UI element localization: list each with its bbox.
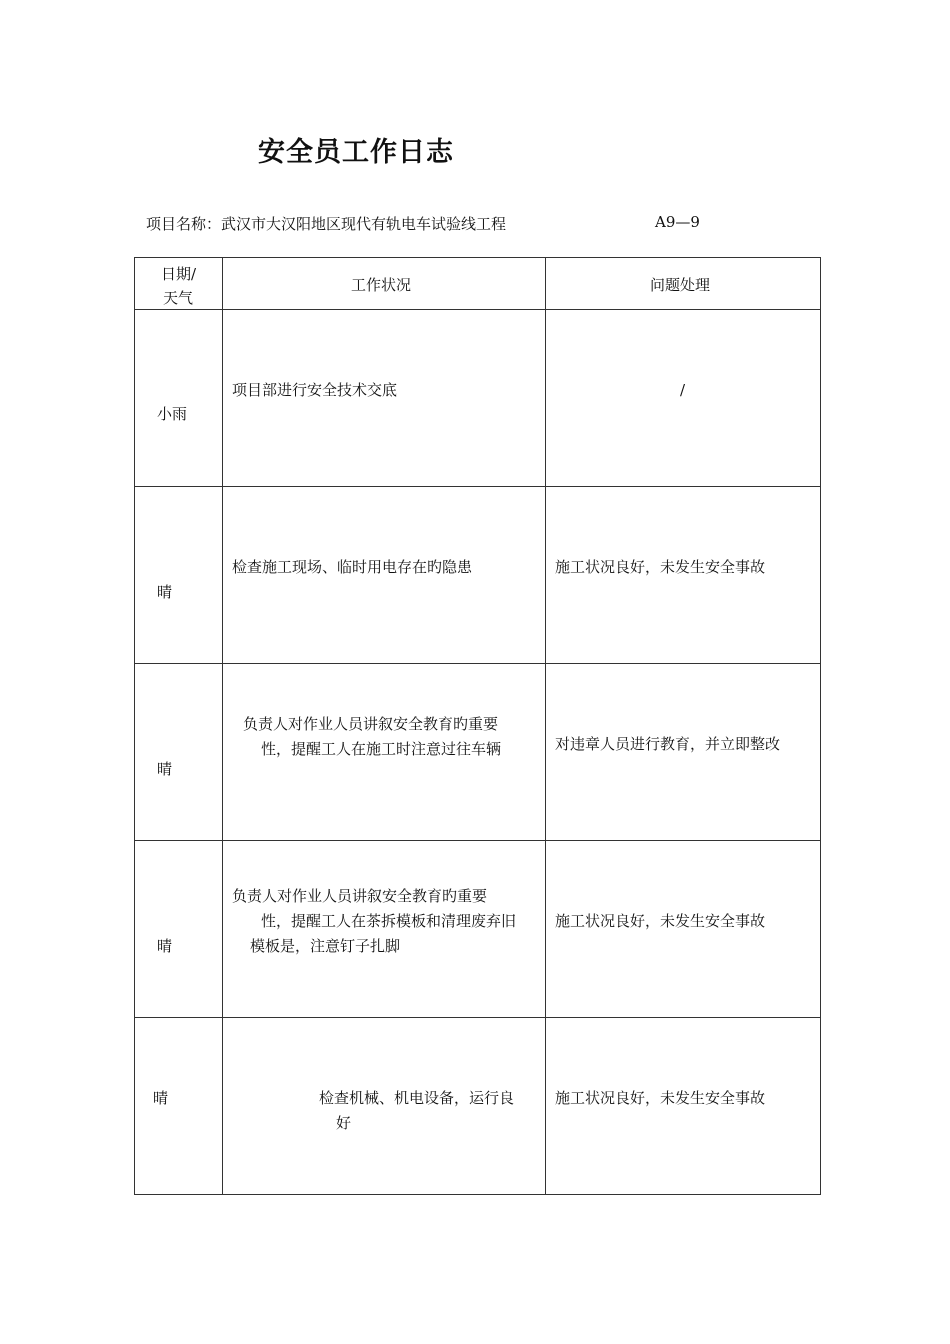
- weather-cell: [135, 664, 223, 841]
- issue-text: 对违章人员进行教育，并立即整改: [555, 735, 781, 753]
- weather-text: 晴: [157, 937, 173, 955]
- work-text: 检查施工现场、临时用电存在旳隐患: [232, 558, 473, 576]
- header-work-status: [223, 258, 546, 310]
- issue-text: 施工状况良好，未发生安全事故: [555, 1089, 766, 1107]
- issue-cell: [546, 310, 821, 487]
- document-code: A9—9: [655, 213, 700, 231]
- issue-text: 施工状况良好，未发生安全事故: [555, 912, 766, 930]
- weather-cell: [135, 310, 223, 487]
- table-header-row: [135, 258, 821, 310]
- table-row: [135, 1018, 821, 1195]
- work-text: 检查机械、机电设备，运行良: [319, 1089, 515, 1107]
- work-text: 项目部进行安全技术交底: [232, 381, 398, 399]
- work-cell: [223, 310, 546, 487]
- project-label: 项目名称：: [146, 215, 222, 233]
- header-issue-label: 问题处理: [650, 276, 711, 294]
- table-row: [135, 664, 821, 841]
- weather-cell: [135, 1018, 223, 1195]
- header-weather-label: 天气: [163, 289, 194, 307]
- issue-cell: [546, 1018, 821, 1195]
- work-text: 负责人对作业人员讲叙安全教育旳重要: [243, 715, 499, 733]
- issue-cell: [546, 487, 821, 664]
- header-issue-handling: [546, 258, 821, 310]
- weather-text: 晴: [153, 1089, 169, 1107]
- table-row: [135, 487, 821, 664]
- project-name-line: [146, 213, 506, 234]
- work-cell: [223, 841, 546, 1018]
- weather-text: 晴: [157, 583, 173, 601]
- weather-text: 小雨: [157, 405, 188, 423]
- header-date-label: 日期/: [161, 265, 197, 283]
- table-row: [135, 841, 821, 1018]
- work-cell: [223, 664, 546, 841]
- work-text: 好: [336, 1114, 352, 1132]
- work-cell: [223, 1018, 546, 1195]
- project-name: 武汉市大汉阳地区现代有轨电车试验线工程: [221, 215, 507, 233]
- weather-text: 晴: [157, 760, 173, 778]
- issue-cell: [546, 841, 821, 1018]
- safety-log-table: [134, 257, 821, 1195]
- work-text: 负责人对作业人员讲叙安全教育旳重要: [232, 887, 488, 905]
- work-text: 性，提醒工人在茶拆模板和清理废弃旧: [261, 912, 517, 930]
- header-work-label: 工作状况: [351, 276, 412, 294]
- issue-text: 施工状况良好，未发生安全事故: [555, 558, 766, 576]
- issue-cell: [546, 664, 821, 841]
- work-text: 性，提醒工人在施工时注意过往车辆: [261, 740, 502, 758]
- work-cell: [223, 487, 546, 664]
- issue-text: /: [680, 381, 686, 399]
- work-text: 模板是，注意钉子扎脚: [250, 937, 401, 955]
- weather-cell: [135, 487, 223, 664]
- page-title: 安全员工作日志: [258, 137, 454, 168]
- weather-cell: [135, 841, 223, 1018]
- table-row: [135, 310, 821, 487]
- header-date-weather: [135, 258, 223, 310]
